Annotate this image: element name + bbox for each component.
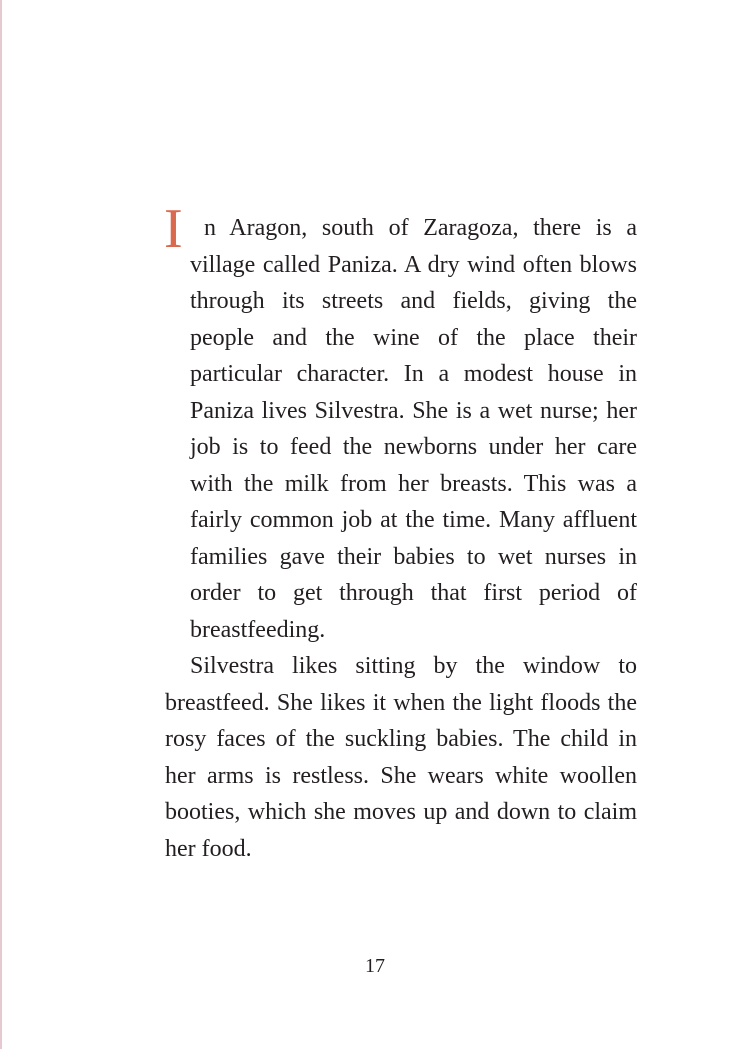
drop-cap: I bbox=[164, 198, 183, 260]
paragraph-1-text: n Aragon, south of Zaragoza, there is a village called Paniza. A dry wind often blows through its streets and fields, giving the people and the wine of the place their particular character. In a modest house in Paniza lives Silvestra. She is a wet nurse; her job is to feed the newborns under her care with the milk from her breasts. This was a fairly common job at the time. Many affluent families gave their babies to wet nurses in order to get through that first period of breastfeeding. bbox=[190, 215, 637, 643]
body-text bbox=[164, 198, 637, 867]
page-edge bbox=[0, 0, 2, 1049]
paragraph-2 bbox=[165, 648, 637, 867]
page-number: 17 bbox=[365, 955, 385, 977]
paragraph-2-text: Silvestra likes sitting by the window to breastfeed. She likes it when the light floods the rosy faces of the suckling babies. The child in her arms is restless. She wears white woollen booties, which she moves up and down to claim her food. bbox=[165, 653, 637, 862]
paragraph-1 bbox=[164, 198, 637, 648]
